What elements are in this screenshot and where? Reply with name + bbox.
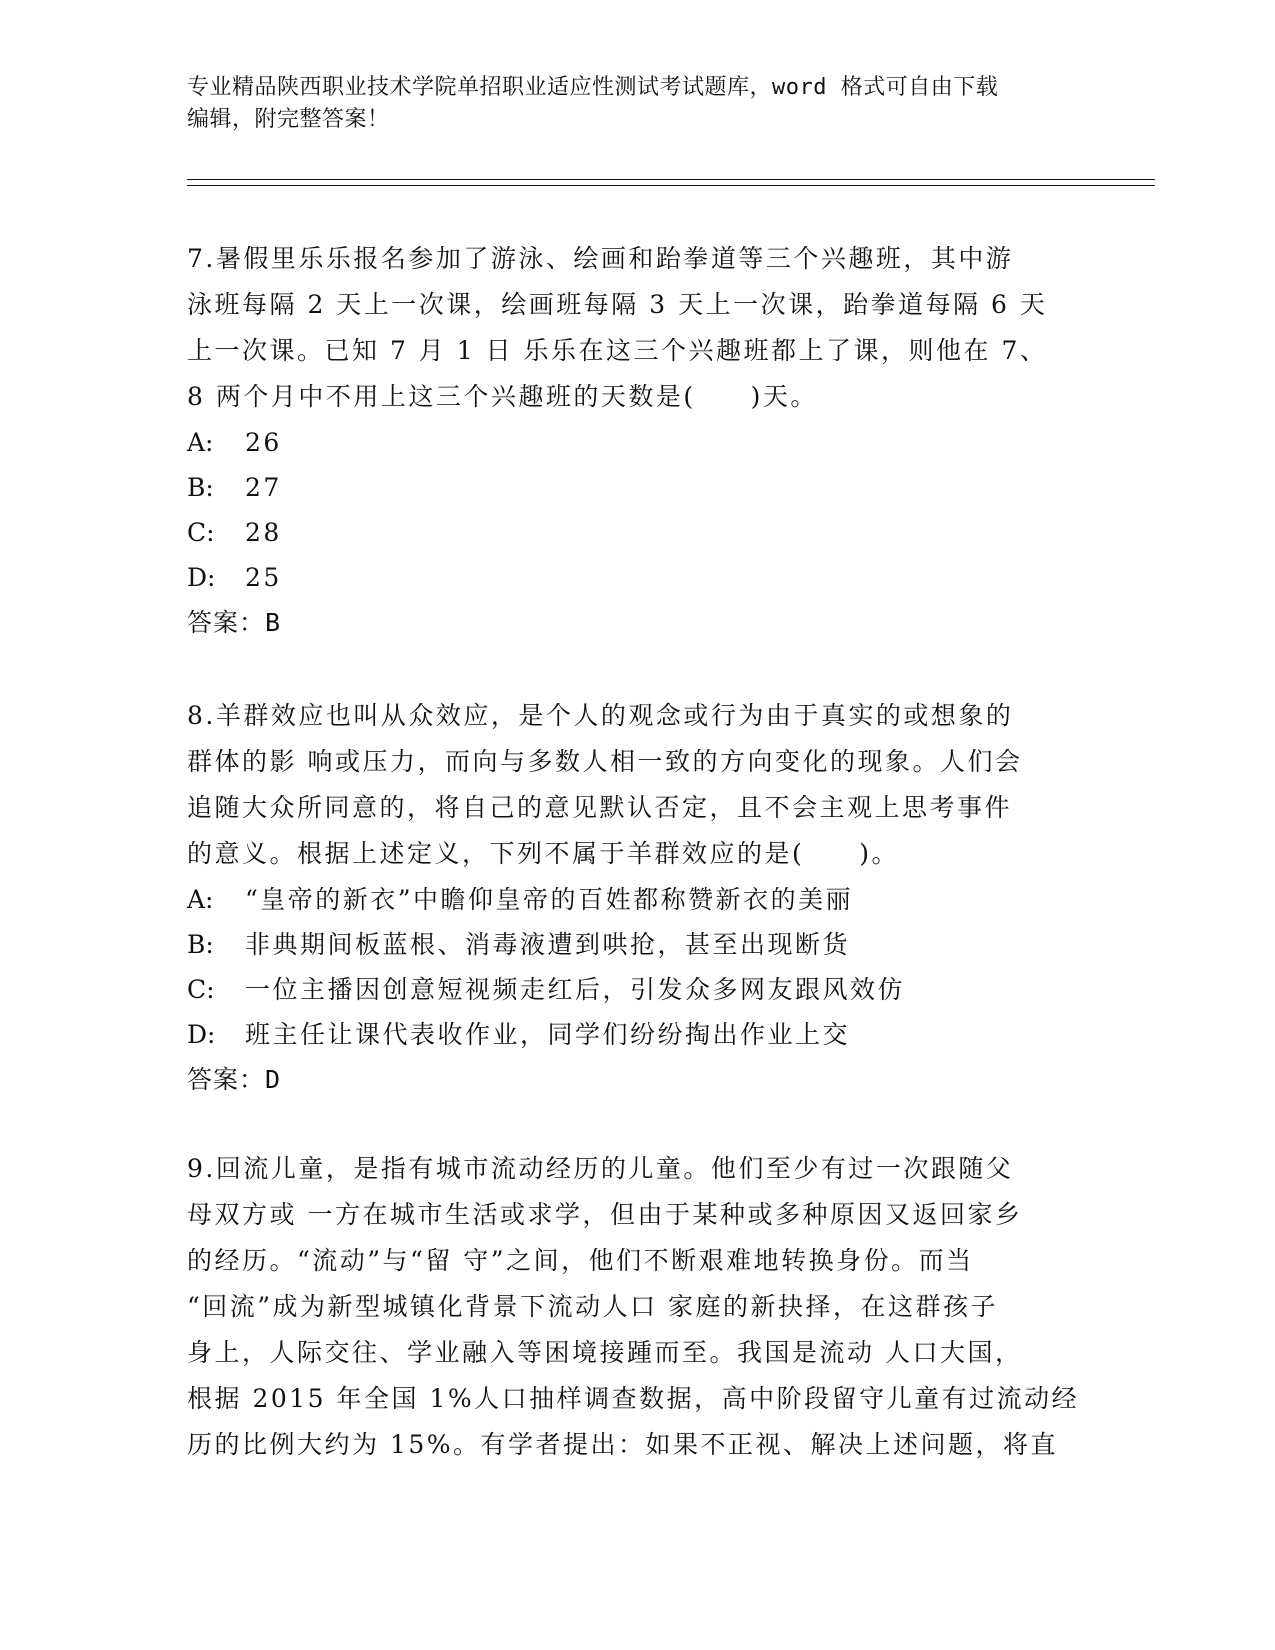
header-divider-bottom [187,185,1155,186]
option-letter: B: [187,473,214,502]
option-letter: C: [187,518,215,547]
question-text-line: 的意义。根据上述定义，下列不属于羊群效应的是( )。 [187,839,900,868]
answer-line: 答案：B [187,608,282,637]
question-text-line: 8.羊群效应也叫从众效应，是个人的观念或行为由于真实的或想象的 [187,701,1014,730]
option-letter: A: [187,428,214,457]
header-divider-top [187,179,1155,180]
question-text-line: 身上，人际交往、学业融入等困境接踵而至。我国是流动 人口大国， [187,1338,1023,1367]
question-text-line: 8 两个月中不用上这三个兴趣班的天数是( )天。 [187,382,818,411]
question-text-line: “回流”成为新型城镇化背景下流动人口 家庭的新抉择，在这群孩子 [187,1292,999,1321]
option-text: “皇帝的新衣”中瞻仰皇帝的百姓都称赞新衣的美丽 [245,885,854,914]
option-text: 班主任让课代表收作业，同学们纷纷掏出作业上交 [245,1020,851,1049]
option-b [187,465,1087,510]
option-text: 25 [245,563,282,592]
question-text-line: 9.回流儿童，是指有城市流动经历的儿童。他们至少有过一次跟随父 [187,1154,1014,1183]
document-header [187,72,1067,136]
question-text-line: 的经历。“流动”与“留 守”之间，他们不断艰难地转换身份。而当 [187,1246,974,1275]
question-7 [187,236,1087,646]
option-text: 28 [245,518,282,547]
option-letter: C: [187,975,215,1004]
question-text-line: 泳班每隔 2 天上一次课，绘画班每隔 3 天上一次课，跆拳道每隔 6 天 [187,290,1048,319]
header-line-1: 专业精品陕西职业技术学院单招职业适应性测试考试题库，word 格式可自由下载 [187,75,999,100]
option-text: 27 [245,473,282,502]
answer-line: 答案：D [187,1065,282,1094]
option-text: 一位主播因创意短视频走红后，引发众多网友跟风效仿 [245,975,906,1004]
question-text-line: 上一次课。已知 7 月 1 日 乐乐在这三个兴趣班都上了课，则他在 7、 [187,336,1048,365]
question-text-line: 7.暑假里乐乐报名参加了游泳、绘画和跆拳道等三个兴趣班，其中游 [187,244,1014,273]
option-letter: D: [187,1020,216,1049]
question-text-line: 历的比例大约为 15%。有学者提出：如果不正视、解决上述问题，将直 [187,1430,1059,1459]
question-text-line: 根据 2015 年全国 1%人口抽样调查数据，高中阶段留守儿童有过流动经 [187,1384,1080,1413]
option-c [187,967,1087,1012]
question-8 [187,693,1087,1103]
option-b [187,922,1087,967]
question-9 [187,1146,1087,1468]
option-a [187,420,1087,465]
option-letter: A: [187,885,214,914]
option-letter: D: [187,563,216,592]
question-text-line: 群体的影 响或压力，而向与多数人相一致的方向变化的现象。人们会 [187,747,1023,776]
question-text-line: 追随大众所同意的，将自己的意见默认否定，且不会主观上思考事件 [187,793,1013,822]
question-text-line: 母双方或 一方在城市生活或求学，但由于某种或多种原因又返回家乡 [187,1200,1023,1229]
option-letter: B: [187,930,214,959]
option-d [187,1012,1087,1057]
option-d [187,555,1087,600]
option-a [187,877,1087,922]
option-text: 非典期间板蓝根、消毒液遭到哄抢，甚至出现断货 [245,930,851,959]
option-text: 26 [245,428,282,457]
option-c [187,510,1087,555]
header-line-2: 编辑，附完整答案！ [187,107,390,132]
